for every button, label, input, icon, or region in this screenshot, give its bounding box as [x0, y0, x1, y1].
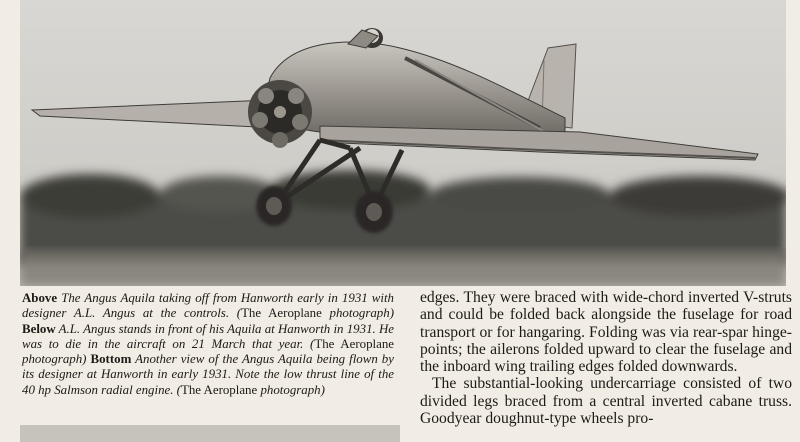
article-paragraph-2: The substantial-looking undercarriage consisted of two divided legs braced from a central inverted cabane truss. Goodyear doughnut-type wheels pro- — [420, 375, 792, 428]
article-paragraph-1: edges. They were braced with wide-chord inverted V-struts and could be folded back alongside the fuselage for road transport or for hangaring. Folding was via rear-spar hinge-points; the ailerons folded upward to clear the fuselage and the inboard wing trailing edges folded downwards. — [420, 289, 792, 376]
caption-bottom-credit-rest: photograph) — [260, 382, 325, 397]
caption-above-label: Above — [22, 291, 58, 305]
caption-above-credit-pub: The Aeroplane — [241, 306, 322, 321]
caption-bottom-label: Bottom — [90, 352, 132, 367]
airplane-photo — [20, 0, 786, 286]
caption-above-text: The Angus Aquila taking off from Hanworth early in 1931 with designer A.L. Angus at the controls. ( — [22, 291, 394, 321]
caption-bottom-text: Another view of the Angus Aquila being flown by its designer at Hanworth in early 1931. Note the low thrust line of the 40 hp Salmson radial engine. ( — [22, 352, 394, 397]
caption-below-credit-pub: The Aeroplane — [314, 336, 394, 351]
next-photo-edge — [20, 425, 400, 442]
caption-below-credit-rest: photograph) — [22, 352, 87, 367]
photo-caption — [22, 291, 394, 398]
caption-bottom-credit-pub: The Aeroplane — [180, 382, 258, 397]
article-body — [420, 289, 792, 427]
caption-below-label: Below — [22, 321, 56, 336]
caption-above-credit-rest: photograph) — [321, 306, 394, 321]
caption-below-text: A.L. Angus stands in front of his Aquila at Hanworth in 1931. He was to die in the aircraft on 21 March that year. ( — [22, 321, 394, 351]
ground — [20, 250, 786, 286]
